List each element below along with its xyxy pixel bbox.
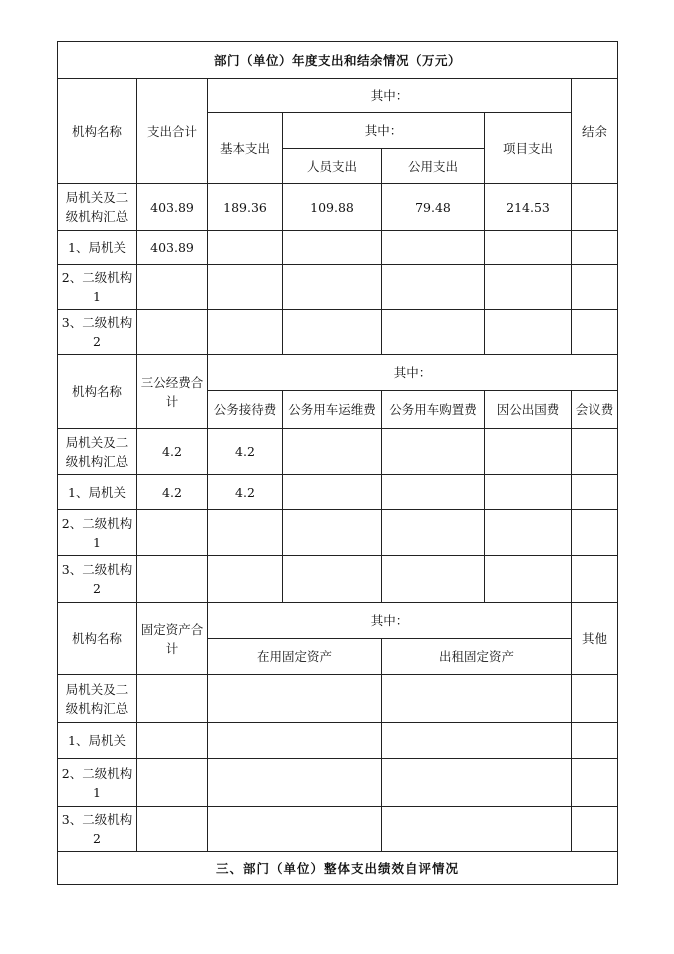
t2-meeting-header: 会议费 <box>572 391 618 429</box>
t1-personnel-header: 人员支出 <box>283 149 382 184</box>
t1-row-basic <box>208 310 283 355</box>
table-row <box>58 807 618 852</box>
t1-balance-header: 结余 <box>572 79 618 184</box>
t2-row-meeting <box>572 556 618 603</box>
t2-row-name: 3、二级机构2 <box>58 556 137 603</box>
t3-row-total <box>137 675 208 723</box>
t2-row-name: 1、局机关 <box>58 475 137 510</box>
t2-row-car-maint <box>283 510 382 556</box>
t1-row-personnel <box>283 265 382 310</box>
t3-row-other <box>572 723 618 759</box>
t3-row-total <box>137 723 208 759</box>
t2-car-purchase-header: 公务用车购置费 <box>382 391 485 429</box>
t3-row-in-use <box>208 675 382 723</box>
table-row <box>58 429 618 475</box>
t1-row-total <box>137 310 208 355</box>
t3-of-which-header: 其中： <box>208 603 572 639</box>
t3-row-leased <box>382 675 572 723</box>
t1-row-balance <box>572 231 618 265</box>
t1-row-project <box>485 231 572 265</box>
t2-row-reception <box>208 510 283 556</box>
t3-other-header: 其他 <box>572 603 618 675</box>
t3-row-in-use <box>208 723 382 759</box>
t1-row-public: 79.48 <box>382 184 485 231</box>
t1-row-project <box>485 265 572 310</box>
t2-total-header: 三公经费合计 <box>137 355 208 429</box>
t1-row-personnel: 109.88 <box>283 184 382 231</box>
t3-row-other <box>572 807 618 852</box>
t2-row-car-purchase <box>382 510 485 556</box>
t1-of-which-header: 其中： <box>208 79 572 113</box>
table-row <box>58 231 618 265</box>
section-heading: 三、部门（单位）整体支出绩效自评情况 <box>58 852 618 885</box>
t3-leased-header: 出租固定资产 <box>382 639 572 675</box>
t2-row-total: 4.2 <box>137 475 208 510</box>
t2-row-name: 2、二级机构1 <box>58 510 137 556</box>
t3-row-leased <box>382 807 572 852</box>
t1-project-header: 项目支出 <box>485 113 572 184</box>
t2-row-meeting <box>572 429 618 475</box>
t3-row-name: 3、二级机构2 <box>58 807 137 852</box>
table-row <box>58 510 618 556</box>
table-row <box>58 675 618 723</box>
t2-row-total <box>137 510 208 556</box>
table-title: 部门（单位）年度支出和结余情况（万元） <box>58 42 618 79</box>
t1-row-personnel <box>283 231 382 265</box>
t1-row-total: 403.89 <box>137 231 208 265</box>
t1-row-basic: 189.36 <box>208 184 283 231</box>
t1-basic-header: 基本支出 <box>208 113 283 184</box>
t3-row-other <box>572 675 618 723</box>
table-row <box>58 759 618 807</box>
expenditure-sheet <box>57 41 617 880</box>
t1-row-name: 2、二级机构1 <box>58 265 137 310</box>
table-row <box>58 556 618 603</box>
t2-row-car-purchase <box>382 475 485 510</box>
t2-of-which-header: 其中： <box>208 355 618 391</box>
t3-row-in-use <box>208 807 382 852</box>
t2-row-meeting <box>572 510 618 556</box>
t1-row-balance <box>572 310 618 355</box>
table-row <box>58 265 618 310</box>
t2-row-car-purchase <box>382 556 485 603</box>
t1-row-public <box>382 231 485 265</box>
t3-in-use-header: 在用固定资产 <box>208 639 382 675</box>
t1-row-balance <box>572 184 618 231</box>
t1-row-name: 局机关及二级机构汇总 <box>58 184 137 231</box>
t2-row-abroad <box>485 429 572 475</box>
t2-org-name-header: 机构名称 <box>58 355 137 429</box>
expenditure-table <box>57 41 618 885</box>
t2-row-abroad <box>485 556 572 603</box>
t1-total-header: 支出合计 <box>137 79 208 184</box>
t1-row-name: 1、局机关 <box>58 231 137 265</box>
t2-row-car-purchase <box>382 429 485 475</box>
t1-row-balance <box>572 265 618 310</box>
t2-reception-header: 公务接待费 <box>208 391 283 429</box>
t1-row-basic <box>208 265 283 310</box>
t2-row-reception: 4.2 <box>208 429 283 475</box>
t1-org-name-header: 机构名称 <box>58 79 137 184</box>
t1-row-total: 403.89 <box>137 184 208 231</box>
t1-basic-of-which-header: 其中： <box>283 113 485 149</box>
t2-row-meeting <box>572 475 618 510</box>
t1-row-personnel <box>283 310 382 355</box>
t2-row-abroad <box>485 510 572 556</box>
t2-row-name: 局机关及二级机构汇总 <box>58 429 137 475</box>
t3-row-total <box>137 807 208 852</box>
table-row <box>58 184 618 231</box>
t3-row-other <box>572 759 618 807</box>
t2-car-maint-header: 公务用车运维费 <box>283 391 382 429</box>
t1-row-total <box>137 265 208 310</box>
t2-row-car-maint <box>283 475 382 510</box>
table-row <box>58 723 618 759</box>
t2-row-reception: 4.2 <box>208 475 283 510</box>
t1-row-public <box>382 310 485 355</box>
t2-row-total <box>137 556 208 603</box>
t1-row-basic <box>208 231 283 265</box>
t2-row-car-maint <box>283 429 382 475</box>
t1-public-header: 公用支出 <box>382 149 485 184</box>
t1-row-name: 3、二级机构2 <box>58 310 137 355</box>
t3-org-name-header: 机构名称 <box>58 603 137 675</box>
t1-row-project: 214.53 <box>485 184 572 231</box>
t3-row-leased <box>382 759 572 807</box>
t2-row-reception <box>208 556 283 603</box>
t3-row-in-use <box>208 759 382 807</box>
t2-abroad-header: 因公出国费 <box>485 391 572 429</box>
t3-row-leased <box>382 723 572 759</box>
t3-row-name: 1、局机关 <box>58 723 137 759</box>
t3-total-header: 固定资产合计 <box>137 603 208 675</box>
t1-row-public <box>382 265 485 310</box>
t2-row-total: 4.2 <box>137 429 208 475</box>
t3-row-name: 2、二级机构1 <box>58 759 137 807</box>
table-row <box>58 475 618 510</box>
t2-row-abroad <box>485 475 572 510</box>
table-row <box>58 310 618 355</box>
t2-row-car-maint <box>283 556 382 603</box>
t3-row-name: 局机关及二级机构汇总 <box>58 675 137 723</box>
t1-row-project <box>485 310 572 355</box>
t3-row-total <box>137 759 208 807</box>
